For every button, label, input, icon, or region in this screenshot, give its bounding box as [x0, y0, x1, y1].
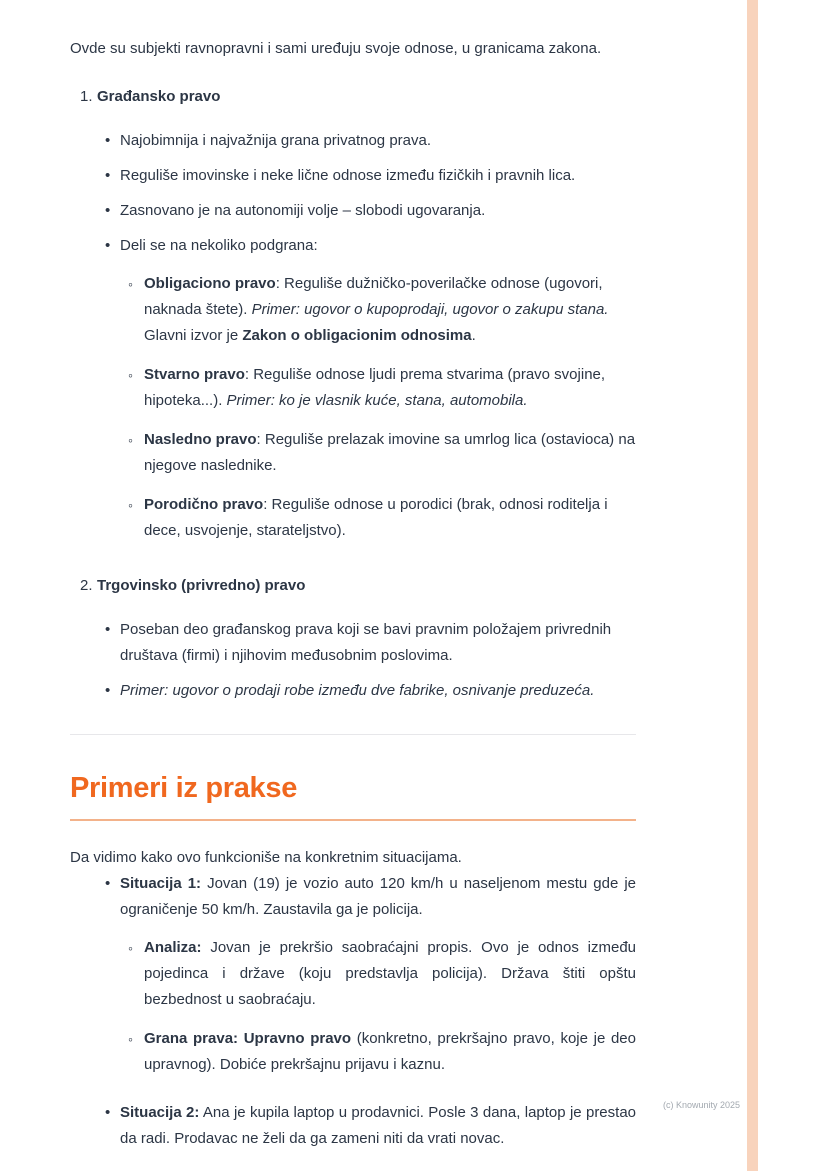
list-item	[128, 1026, 636, 1078]
situation-1-sublist	[128, 935, 636, 1078]
section-title-gradjansko: Građansko pravo	[97, 88, 221, 105]
list-item-text: Primer: ugovor o prodaji robe između dve fabrike, osnivanje preduzeća.	[120, 682, 595, 699]
list-item-text: Stvarno pravo: Reguliše odnose ljudi prema stvarima (pravo svojine, hipoteka...). Primer: ko je vlasnik kuće, stana, automobila.	[144, 366, 606, 409]
list-item	[105, 871, 636, 1091]
circle-bullet-icon	[128, 427, 144, 479]
circle-bullet-icon	[128, 935, 144, 1013]
list-item-text: Obligaciono pravo: Reguliše dužničko-poverilačke odnose (ugovori, naknada štete). Primer: ugovor o kupoprodaji, ugovor o zakupu stana. Glavni izvor je Zakon o obligacionim odnosima.	[144, 275, 609, 344]
trgovinsko-list	[105, 617, 636, 704]
practice-intro-paragraph: Da vidimo kako ovo funkcioniše na konkretnim situacijama.	[70, 849, 462, 866]
gradjansko-list	[105, 128, 636, 557]
section-title-trgovinsko: Trgovinsko (privredno) pravo	[97, 577, 306, 594]
list-item-text	[120, 871, 636, 1091]
bullet-icon	[105, 128, 120, 154]
circle-bullet-icon	[128, 1026, 144, 1078]
document-content	[70, 0, 636, 1161]
bullet-icon	[105, 163, 120, 189]
list-item	[128, 362, 636, 414]
list-item	[128, 271, 636, 349]
bullet-icon	[105, 678, 120, 704]
list-item	[105, 163, 636, 189]
bullet-icon	[105, 198, 120, 224]
bullet-icon	[105, 233, 120, 557]
practice-list	[105, 871, 636, 1152]
list-item-text: Poseban deo građanskog prava koji se bavi pravnim položajem privrednih društava (firmi) i njihovim međusobnim poslovima.	[120, 621, 612, 664]
podgrane-sublist	[128, 271, 636, 544]
right-accent-stripe	[747, 0, 758, 1171]
list-item	[105, 198, 636, 224]
heading-underline	[70, 819, 636, 821]
list-item	[128, 427, 636, 479]
list-item	[105, 678, 636, 704]
list-item-text: Analiza: Jovan je prekršio saobraćajni propis. Ovo je odnos između pojedinca i države (koju predstavlja policija). Država štiti opštu bezbednost u saobraćaju.	[144, 939, 636, 1008]
list-item	[128, 935, 636, 1013]
intro-paragraph: Ovde su subjekti ravnopravni i sami uređuju svoje odnose, u granicama zakona.	[70, 40, 602, 57]
numbered-heading-trgovinsko	[80, 573, 636, 599]
copyright-footer: (c) Knowunity 2025	[662, 1100, 740, 1110]
list-item	[105, 128, 636, 154]
bullet-icon	[105, 1100, 120, 1152]
situation-2-text: Situacija 2: Ana je kupila laptop u prodavnici. Posle 3 dana, laptop je prestao da radi. Prodavac ne želi da ga zameni niti da vrati novac.	[120, 1104, 637, 1147]
list-item	[105, 1100, 636, 1152]
circle-bullet-icon	[128, 492, 144, 544]
circle-bullet-icon	[128, 271, 144, 349]
list-item	[105, 233, 636, 557]
bullet-icon	[105, 617, 120, 669]
list-item-text: Reguliše imovinske i neke lične odnose između fizičkih i pravnih lica.	[120, 167, 576, 184]
list-item-text: Nasledno pravo: Reguliše prelazak imovine sa umrlog lica (ostavioca) na njegove naslednike.	[144, 431, 636, 474]
list-item-text: Najobimnija i najvažnija grana privatnog prava.	[120, 132, 432, 149]
list-item-text	[120, 233, 636, 557]
practice-section-heading: Primeri iz prakse	[70, 772, 298, 804]
circle-bullet-icon	[128, 362, 144, 414]
list-item	[128, 492, 636, 544]
list-item-text: Grana prava: Upravno pravo (konkretno, prekršajno pravo, koje je deo upravnog). Dobiće prekršajnu prijavu i kaznu.	[144, 1030, 636, 1073]
list-item	[105, 617, 636, 669]
numbered-heading-gradjansko	[80, 84, 636, 110]
list-number: 2.	[80, 577, 93, 594]
list-item-text: Porodično pravo: Reguliše odnose u porodici (brak, odnosi roditelja i dece, usvojenje, starateljstvo).	[144, 496, 608, 539]
list-item-text: Zasnovano je na autonomiji volje – slobodi ugovaranja.	[120, 202, 486, 219]
bullet-icon	[105, 871, 120, 1091]
list-number: 1.	[80, 88, 93, 105]
section-divider	[70, 734, 636, 735]
list-item-paragraph: Deli se na nekoliko podgrana:	[120, 237, 318, 254]
situation-1-paragraph: Situacija 1: Jovan (19) je vozio auto 120 km/h u naseljenom mestu gde je ograničenje 50 km/h. Zaustavila ga je policija.	[120, 875, 637, 918]
